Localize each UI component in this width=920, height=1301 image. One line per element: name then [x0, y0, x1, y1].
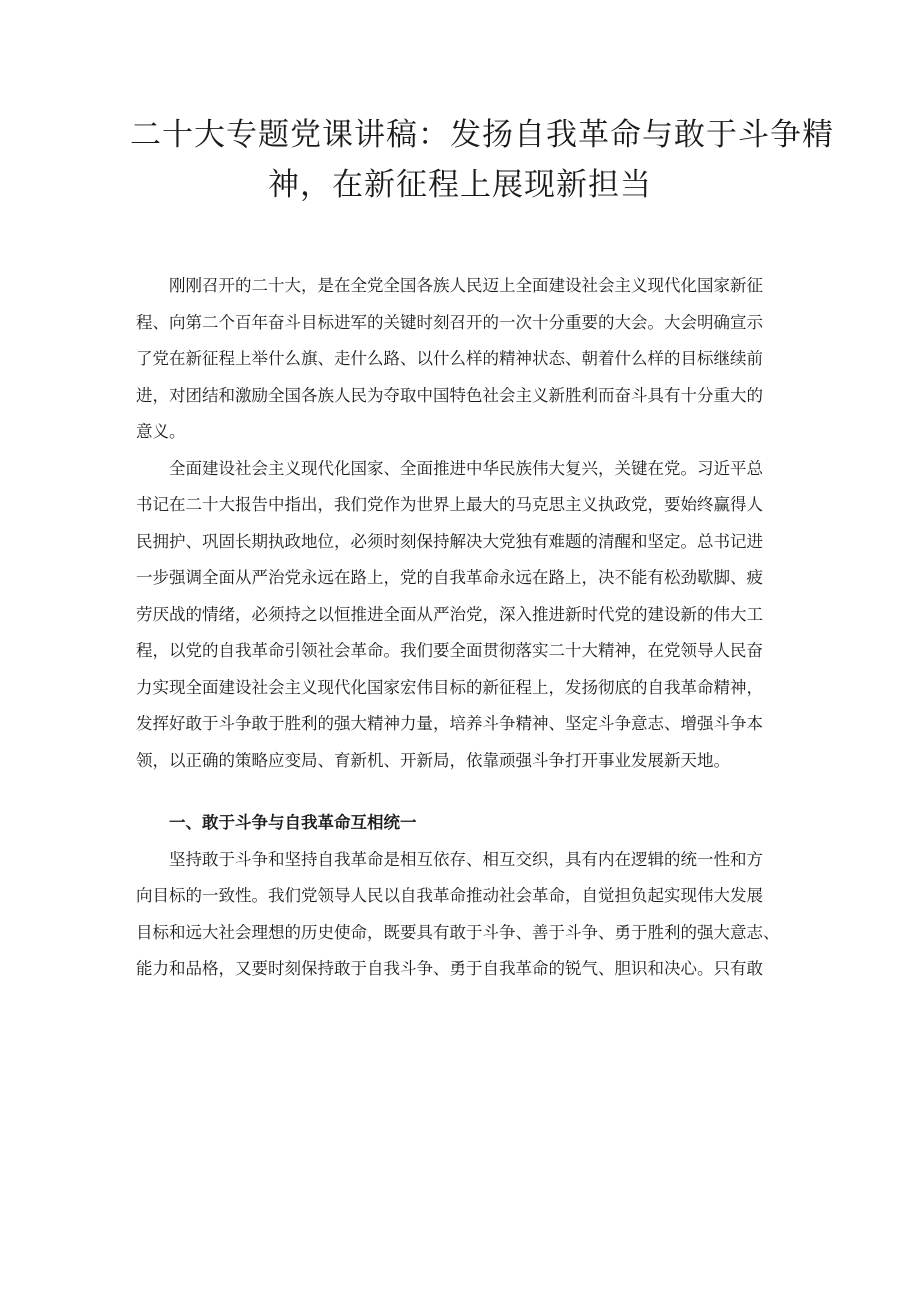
paragraph-line: 进，对团结和激励全国各族人民为夺取中国特色社会主义新胜利而奋斗具有十分重大的: [136, 385, 763, 405]
section-heading: 一、敢于斗争与自我革命互相统一: [169, 813, 417, 832]
paragraph-line: 坚持敢于斗争和坚持自我革命是相互依存、相互交织，具有内在逻辑的统一性和方: [169, 849, 763, 869]
paragraph-line: 一步强调全面从严治党永远在路上，党的自我革命永远在路上，决不能有松劲歇脚、疲: [136, 568, 763, 587]
title-line-1: 二十大专题党课讲稿：发扬自我革命与敢于斗争精: [130, 117, 834, 153]
paragraph-line: 力实现全面建设社会主义现代化国家宏伟目标的新征程上，发扬彻底的自我革命精神，: [136, 677, 763, 697]
paragraph-intro: [136, 268, 792, 451]
paragraph-line: 向目标的一致性。我们党领导人民以自我革命推动社会革命，自觉担负起实现伟大发展: [136, 886, 763, 905]
document-title: [130, 110, 834, 210]
paragraph-key-in-party: [136, 451, 792, 780]
paragraph-line: 刚刚召开的二十大，是在全党全国各族人民迈上全面建设社会主义现代化国家新征: [169, 276, 763, 295]
paragraph-line: 意义。: [136, 422, 186, 441]
section-spacer: [136, 779, 792, 805]
paragraph-line: 书记在二十大报告中指出，我们党作为世界上最大的马克思主义执政党，要始终赢得人: [136, 495, 763, 514]
paragraph-section-one: [136, 842, 792, 988]
paragraph-line: 能力和品格，又要时刻保持敢于自我斗争、勇于自我革命的锐气、胆识和决心。只有敢: [136, 959, 763, 978]
paragraph-line: 领，以正确的策略应变局、育新机、开新局，依靠顽强斗争打开事业发展新天地。: [136, 750, 730, 770]
document-body: [136, 268, 792, 988]
title-line-2: 神，在新征程上展现新担当: [268, 167, 652, 203]
paragraph-line: 目标和远大社会理想的历史使命，既要具有敢于斗争、善于斗争、勇于胜利的强大意志、: [136, 922, 780, 942]
paragraph-line: 程、向第二个百年奋斗目标进军的关键时刻召开的一次十分重要的大会。大会明确宣示: [136, 312, 763, 332]
paragraph-line: 全面建设社会主义现代化国家、全面推进中华民族伟大复兴，关键在党。习近平总: [169, 458, 763, 478]
paragraph-line: 发挥好敢于斗争敢于胜利的强大精神力量，培养斗争精神、坚定斗争意志、增强斗争本: [136, 714, 763, 733]
paragraph-line: 了党在新征程上举什么旗、走什么路、以什么样的精神状态、朝着什么样的目标继续前: [136, 349, 763, 368]
paragraph-line: 劳厌战的情绪，必须持之以恒推进全面从严治党，深入推进新时代党的建设新的伟大工: [136, 604, 763, 624]
paragraph-line: 民拥护、巩固长期执政地位，必须时刻保持解决大党独有难题的清醒和坚定。总书记进: [136, 531, 763, 551]
paragraph-line: 程，以党的自我革命引领社会革命。我们要全面贯彻落实二十大精神，在党领导人民奋: [136, 641, 763, 660]
